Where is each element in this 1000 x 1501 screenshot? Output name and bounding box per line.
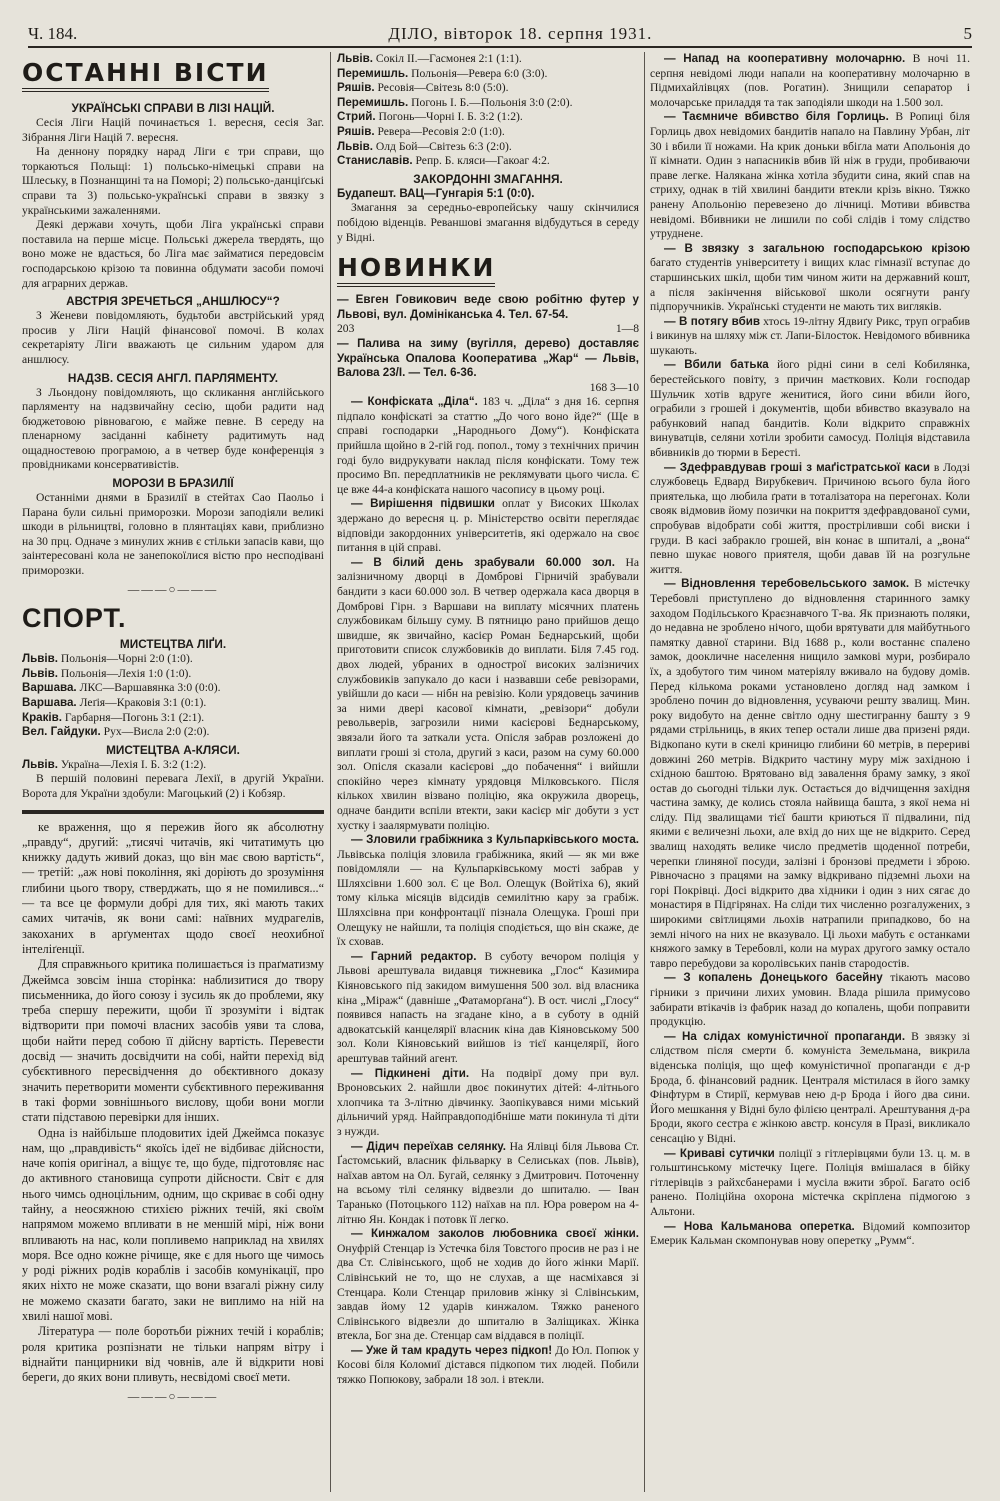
news-item: — Конфіската „Діла“. 183 ч. „Діла“ з дня 16. серпня підпало конфіскаті за статтю „До чого воно йде?“ (Ще в справі господарки „Народнього Дому“). Конфіската прийшла щойно в 2-гій год. попол., тому з технічних причин годі було видрукувати наклад після конфіскати. Тому теж просимо Вп. передплатників не реклямувати цього числа. Є це вже 44-а конфіската нашого часопису в цьому році. [337, 395, 639, 496]
news-item: — Вирішення підвишки оплат у Високих Школах здержано до вересня ц. р. Міністерство освіти переглядає відповіди закордонних університетів, які одержало на своє питання в цій справі. [337, 497, 639, 555]
horizontal-rule [22, 810, 324, 814]
result-line: Станиславів. Репр. Б. кляси—Гакоаг 4:2. [337, 154, 550, 168]
result-line: Ряшів. Ресовія—Світезь 8:0 (5:0). [337, 81, 509, 95]
headline: ЗАКОРДОННІ ЗМАГАННЯ. [413, 171, 563, 186]
column-rule [330, 52, 331, 1492]
result-line: Вел. Гайдуки. Рух—Висла 2:0 (2:0). [22, 725, 210, 739]
paragraph: В першій половині перевага Лехії, в другій України. Ворота для України здобули: Магоцький (2) і Кобзяр. [22, 772, 324, 800]
headline: УКРАЇНСЬКІ СПРАВИ В ЛІЗІ НАЦІЙ. [71, 101, 275, 115]
headline: АВСТРІЯ ЗРЕЧЕТЬСЯ „АНШЛЮСУ“? [66, 294, 280, 309]
news-item: — Вбили батька його рідні сини в селі Кобилянка, берестейського повіту, з причин маєткових. Коли господар Шульчик хотів вдруге женитися, його сини вбили його, ограбили з грошей і документів, щоби вбивство вказувало на рабунковий напад бандитів. Коли відкрито справжніх винуватців, селяни хотіли зробити самосуд. Поліція відставила вбивників до тюрми в Бересті. [650, 358, 970, 460]
section-title-latest-news: ОСТАННІ ВІСТИ [22, 58, 269, 92]
paragraph: З Женеви повідомляють, будьтоби австрійський уряд просив у Ліги Націй фінансової помочі. В колах секретаріяту Ліги вважають це сильним ударом для аншлюсу. [22, 309, 324, 366]
page-header [28, 22, 972, 48]
result-line: Перемишль. Польонія—Ревера 6:0 (3:0). [337, 66, 548, 80]
news-item: — Таємниче вбивство біля Горлиць. В Ропиці біля Горлиць двох невідомих бандитів напало на Павлину Урбан, літ 30 і вбили її ножами. На крик доньки вбіґла мати Апольонія до її кімнати. Один з напасників вбив їй ніж в груди, пробиваючи праве легке. Налякана жінка хотіла збудити сина, який спав на стриху, однак в тій хвилині бандити втекли крізь вікно. Тяжко ранену Апольонію перевезено до лічниці. Мотиви вбивства невідомі. Вбивники не лишили по собі слідів і тому слідство утруднене. [650, 110, 970, 241]
news-item: — Дідич переїхав селянку. На Ялівці біля Львова Ст. Ґастомський, власник фільварку в Селиськах (пов. Львів), наїхав автом на Ол. Бугай, селянку з Дмитрович. Поточенну на всьому тілі селянку відвезли до шпиталю. — Іван Таранько (Потоцького 112) наїхав на пл. Юра ровером на 4-літню Ян. Кондак і потовк її легко. [337, 1139, 639, 1226]
headline: МОРОЗИ В БРАЗИЛІЇ [112, 476, 234, 491]
news-item: — На слідах комуністичної пропаганди. В звязку зі слідством після смерти б. комуніста Земельмана, викрила віденська поліція, що щеф комуністичної пропаганди є д-р Брода, б. фінансовий радник. Централя містилася в його замку Фінфтурм в Стирії, кермував нею д-р Брода і його два сини. Його мешкання у Відні було філією централі. Арештування д-ра Броди, якого сестра є жінкою австр. консуля в Празі, викликало сенсацію у Відні. [650, 1029, 970, 1145]
news-item: — В білий день зрабували 60.000 зол. На залізничному дворці в Домброві Гірничій зрабували бандити з каси 60.000 зол. В четвер одержала каса дворця в Домброві Гірн. з Варшави на виплату місячних платень службовикам більшу суму. В пятницю рано прийшов дещо швидше, як звичайно, касієр Роман Беднарський, щоби приготовити список службовиків до виплати. Біля 7.45 год. двох людей, убраних в однострої високих залізничих службовиків запукало до каси і назвавши себе ревізорами, увійшли до каси — нібн на ревізію. Коли урядовець зачинив за ними двері касової кімнати, „ревізори“ добули револьверів, загрозили ними касієрові Беднарському, звязали його та заткали уста. Опісля забрав розложені до виплати гроші зі стола, другий з каси, разом на суму 60.000 зол. Опісля сказали касієрові „до побачення“ і вийшли спокійно через кімнату урядовця Мілковського. Після кількох хвилин візвано поліцію, яка окружила дворець, одначе бандити вспіли втекти, заки касієр міг добути з уст хустку і заалярмувати поліцію. [337, 555, 639, 832]
result-line: Львів. Сокіл II.—Гасмонея 2:1 (1:1). [337, 52, 522, 65]
result-line: Будапешт. ВАЦ—Гунгарія 5:1 (0:0). [337, 186, 535, 200]
result-line: Львів. Польонія—Лехія 1:0 (1:0). [22, 666, 192, 680]
advertisement: — Евген Говикович веде свою робітню футер у Львові, вул. Домініканська 4. Тел. 67-54. 203 1—8 [337, 293, 639, 336]
column-rule [644, 52, 645, 1492]
result-line: Львів. Польонія—Чорні 2:0 (1:0). [22, 652, 193, 666]
paragraph: ке враження, що я пережив його як абсолютну „правду“, другий: „тисячі читачів, які читатимуть цю книжку дадуть живий доказ, що він має свою вартість“, — третій: „аж нові покоління, які доріють до зрозуміння глибини цього твору, стверджать, що я не помилився...“ — та все це формули добрі для тих, які мають таких самих читачів, як вони самі: наївних мудрагелів, закоханих в арґументах щодо своєї неохибної інтеліґенції. [22, 819, 324, 956]
feature-article [22, 820, 324, 1405]
headline: НАДЗВ. СЕСІЯ АНГЛ. ПАРЛЯМЕНТУ. [67, 370, 279, 385]
news-item: — Гарний редактор. В суботу вечором поліція у Львові арештувала видавця тижневика „Глос“ Казимира Кіяновського під закидом вимушення 500 зол. від власника кіна „Міраж“ (давніше „Фатаморґана“). В ост. числі „Глосу“ появився напасть на згадане кіно, а в суботу в одній адвокатській канцелярії власник кіна дав Кіяновському 500 зол. Коли Кіяновський вийшов із тієї канцелярії, його арештував тайний агент. [337, 949, 639, 1065]
separator: ———○——— [127, 1389, 219, 1403]
news-item: — Підкинені діти. На подвірї дому при вул. Вроновських 2. найшли двоє покинутих дітей: 4-літнього хлопчика та 3-літню дівчинку. Заопікувався ними міський дільничий уряд. Найправдоподібніше мати покинула ті діти з нужди. [337, 1066, 639, 1138]
result-line: Стрий. Погонь—Чорні І. Б. 3:2 (1:2). [337, 110, 523, 124]
paragraph: Деякі держави хочуть, щоби Ліга українські справи поставила на перше місце. Польські джерела твердять, що воно може не вдасться, бо Ліга має займатися передовсім господарською крізою та повинна обдумати засоби помочі для аграрних держав. [22, 218, 324, 290]
result-line: Львів. Олд Бой—Світезь 6:3 (2:0). [337, 139, 512, 153]
paragraph: Література — поле боротьби ріжних течій і кораблів; роля критика розпізнати не тільки напрям вітру і віднайти панцирники від човнів, але й відкрити нові береги, до яких вони пливуть, несвідомі своєї мети. [22, 1324, 324, 1385]
headline: МИСТЕЦТВА А-КЛЯСИ. [106, 742, 240, 757]
result-line: Варшава. ЛКС—Варшавянка 3:0 (0:0). [22, 681, 221, 695]
news-item: — В потягу вбив хтось 19-літну Ядвиґу Рикс, труп ограбив і викинув на шляху між ст. Лапи-Білосток. Невідомого вбивника шукають. [650, 314, 970, 357]
news-item: — Зловили грабіжника з Кульпарківського моста. Львівська поліція зловила грабіжника, який — як ми вже повідомляли — на Кульпарківському мості забрав у Шляхсівни 1.600 зол. Є це Вол. Олещук (Войтіха 6), який тому кілька місяців відсидів семилітню кару за грабіж. Шляхсівна при конфронтації пізнала Олещука. Гроші при Олещуку не найшли, та поліція сподіється, що він скаже, де їх сховав. [337, 833, 639, 949]
news-item: — Уже й там крадуть через підкоп! До Юл. Попюк у Косові біля Коломиї дістався підкопом тих людей. Побили тяжко Попюкову, забрали 18 зол. і втекли. [337, 1343, 639, 1387]
news-item: — Криваві сутички поліції з гітлерівцями були 13. ц. м. в гольштинському містечку Іцеге. Поліція вмішалася в бійку гітлерівців з райхсбанерами і мусіла вжити зброї. Багато осіб ранено. Поліційна охорона містечка скріплена підмогою з Альтони. [650, 1146, 970, 1218]
advertisement: — Палива на зиму (вугілля, дерево) доставляє Українська Опалова Кооператива „Жар“ — Львів, Валова 23/І. — Тел. 6-36. 168 3—10 [337, 336, 639, 394]
paragraph: З Льондону повідомляють, що скликання англійського парляменту на надзвичайну сесію, щоби радити над бюджетовою рівновагою, є майже певне. В середу на пленарному засіданні кабінету радитимуть над ощадностевою програмою, а в четвер буде конференція з провідниками консервативістів. [22, 385, 324, 472]
column-2 [337, 52, 639, 1497]
result-line: Перемишль. Погонь І. Б.—Польонія 3:0 (2:0). [337, 95, 573, 109]
news-item: — Нова Кальманова оперетка. Відомий композитор Емерик Кальман скомпонував нову оперетку „Румм“. [650, 1219, 970, 1248]
masthead: ДІЛО, вівторок 18. серпня 1931. [388, 24, 653, 43]
paragraph: Змагання за середньо-европейську чашу скінчилися побідою віденців. Реваншові змагання відбудуться в середу у Відні. [337, 201, 639, 244]
section-title-news: НОВИНКИ [337, 253, 495, 287]
headline: МИСТЕЦТВА ЛІҐИ. [119, 637, 227, 652]
paragraph: Сесія Ліги Націй починається 1. вересня, сесія Заг. Зібрання Ліги Націй 7. вересня. [22, 116, 324, 144]
page-number-right: 5 [963, 24, 972, 43]
paragraph: Останніми днями в Бразилії в стейтах Сао Паольо і Парана були сильні приморозки. Морози заподіяли великі шкоди в рільництві, головно в плянтаціях кави, приблизно на 30 прц. Одначе з минулих жнив є стільки запасів кави, що заінтересовані кола не занепокоїлися вістю про несподівані приморозки. [22, 491, 324, 578]
page-number-left: Ч. 184. [28, 24, 78, 43]
news-item: — Напад на кооперативну молочарню. В ночі 11. серпня невідомі люди напали на кооперативну молочарню в Підмихайлівцях (пов. Рогатин). Знищили сепаратор і молочарське приладдя та так заподіяли шкоди на 1.500 зол. [650, 52, 970, 109]
news-item: — В звязку з загальною господарською крізою багато студентів університету і вищих клас гімназії вступає до старшинських шкіл, щоби тим чином жити на державний кошт, а після закінчення військової школи осягнути ранґу підпоручників. Українські студенти не мають тих вигляків. [650, 241, 970, 314]
news-item: — З копалень Донецького басейну тікають масово гірники з причини лихих умовин. Влада рішила примусово забирати втікачів із фабрик назад до копалень, щоби поправити продукцію. [650, 971, 970, 1029]
section-title-sport: СПОРТ. [22, 603, 127, 634]
column-1 [22, 52, 324, 1497]
paragraph: Для справжнього критика полишається із праґматизму Джеймса зовсім інша сторінка: наблизитися до твору письменника, до його союзу і зусиль як до проблеми, яку треба спершу пережити, щоби її зрозуміти і відтак відтворити при помочі власних засобів уяви та слова, щоби найти перед собою її дійсну вартість. Перевести досвід — значить досвідчити на собі, найти перехід від субєктивного пересвідчення до обєктивного доказу значить перетворити моменти субєктивного переживання в такі форми зовнішнього вислову, щоби вони могли стати підставою перевірки для інших. [22, 957, 324, 1125]
result-line: Ряшів. Ревера—Ресовія 2:0 (1:0). [337, 124, 505, 138]
paragraph: На деннону порядку нарад Ліги є три справи, що торкаються Польщі: 1) польсько-німецькі справи на Шлеську, в Познанщині та на Поморі; 2) польсько-данціґські справи та 3) польсько-українські справи в звязку з українськими зажаленнями. [22, 145, 324, 217]
separator: ———○——— [127, 582, 219, 596]
news-item: — Здефравдував гроші з маґістратської каси в Лодзі службовець Едвард Вирубкевич. Причиною всього була його приятелька, що любила ґрати в тоталізатора на перегонах. Коли свояк відмовив йому позички на покриття здефравдованої суми, спробував відобрати собі життя, простріливши собі виски і груди. В касі забракло грошей, він конає в шпиталі, а „вона“ певно шукає нового приятеля, щоби давав їй на розгульне життя. [650, 460, 970, 576]
result-line: Варшава. Леґія—Краковія 3:1 (0:1). [22, 696, 207, 709]
paragraph: Одна із найбільше плодовитих ідей Джеймса показує нам, що „правдивість“ якоїсь ідеї не відбиває дійсности, наче копія оригінал, а віщує те, що буде, підготовляє нас до активного становища супроти дійсности. Світ є для нього чимсь одноцільним, одним, що скриває в собі одну тайну, а неосяжною стихією ріжних течій, які своїм напрямом можемо впливати в не меншій мірі, ніж вони впливають на нас, коли попливемо наприклад на хвилях моря. Все одно кожне річище, яке є для нього ще чимось у роді ріжних родів кораблів і засобів комунікації, про яких ніхто не може сказати, що вони взагалі ріжну силу не можемо сказати багато, заки не виплимо на ній на хвилі нашої мові. [22, 1125, 324, 1324]
news-item: — Відновлення теребовельського замок. В містечку Теребовлі приступлено до відновлення старинного замку заходом Подільського Краєзнавчого Т-ва. Як признають поляки, до недавна не зроблено нічого, щоби врятувати для майбутнього памятку давної старини. Від 1688 р., коли востаннє спалено замок, доокличне населення нищило замкові мури, розбирало їх, а здобутого тим чином матеріялу вживало на будову домів. Перед кількома роками установлено догляд над замком і зроблено почин до відновлення, усуваючи решту звалищ. Мин. року видобуто на денне світло одну шестигранну башту з 9 рядами стрільниць, в яких тепер остали лише два призені ряди. Відкопано кути в скелі криницю глибини 60 метрів, в перериві довжині 260 метрів. Відкрито частину муру між західною і східною баштою. Врятовано від завалення браму замку, з якої остав до сьогодні тільки лук. Остається до відчищення західня частина замку, де колись стояла найвища башта, з якої нема ні сліду. Під звалищами тієї башти криються її підвалини, під якими є величезні льохи, але вхід до них ще не відкрито. Серед звалищ находять велике число предметів щоденної потреби, черепки ґлиняної посуди, залізні і бронзові предмети і зброю. Рівночасно з працями на замку відкривано підземні льохи на горі Покрівці. Досі відкрито два хідники і один з них сягає до монастиря в Підгірянах. На сліди тих численно розгалужених, з широкими світлицями льохів натрапили припадково, бо на землі нічого на них не вказувало. Ці льохи мабуть є останками княжого замку в Теребовлі, коли на мурах другого замку остало тавро перебудови за королівських панів стародостів. [650, 577, 970, 970]
result-line: Краків. Гарбарня—Погонь 3:1 (2:1). [22, 710, 205, 724]
news-item: — Кинжалом заколов любовника своєї жінки. Онуфрій Стенцар із Устечка біля Товстого просив не раз і не два Ст. Слівінського, щоб не ходив до його жінки Марії. Слівінський не то, що не слухав, а ще насміхався зі Стенцара. Коли Стенцар приловив жінку зі Слівінським, завдав йому 12 ударів кинжалом. Тяжко раненого Слівінського відвезли до шпиталю в Заліщиках. Жінка втекла, Бог зна де. Стенцар сам віддався в поліції. [337, 1227, 639, 1343]
result-line: Львів. Україна—Лехія І. Б. 3:2 (1:2). [22, 757, 207, 771]
column-3 [650, 52, 970, 1497]
